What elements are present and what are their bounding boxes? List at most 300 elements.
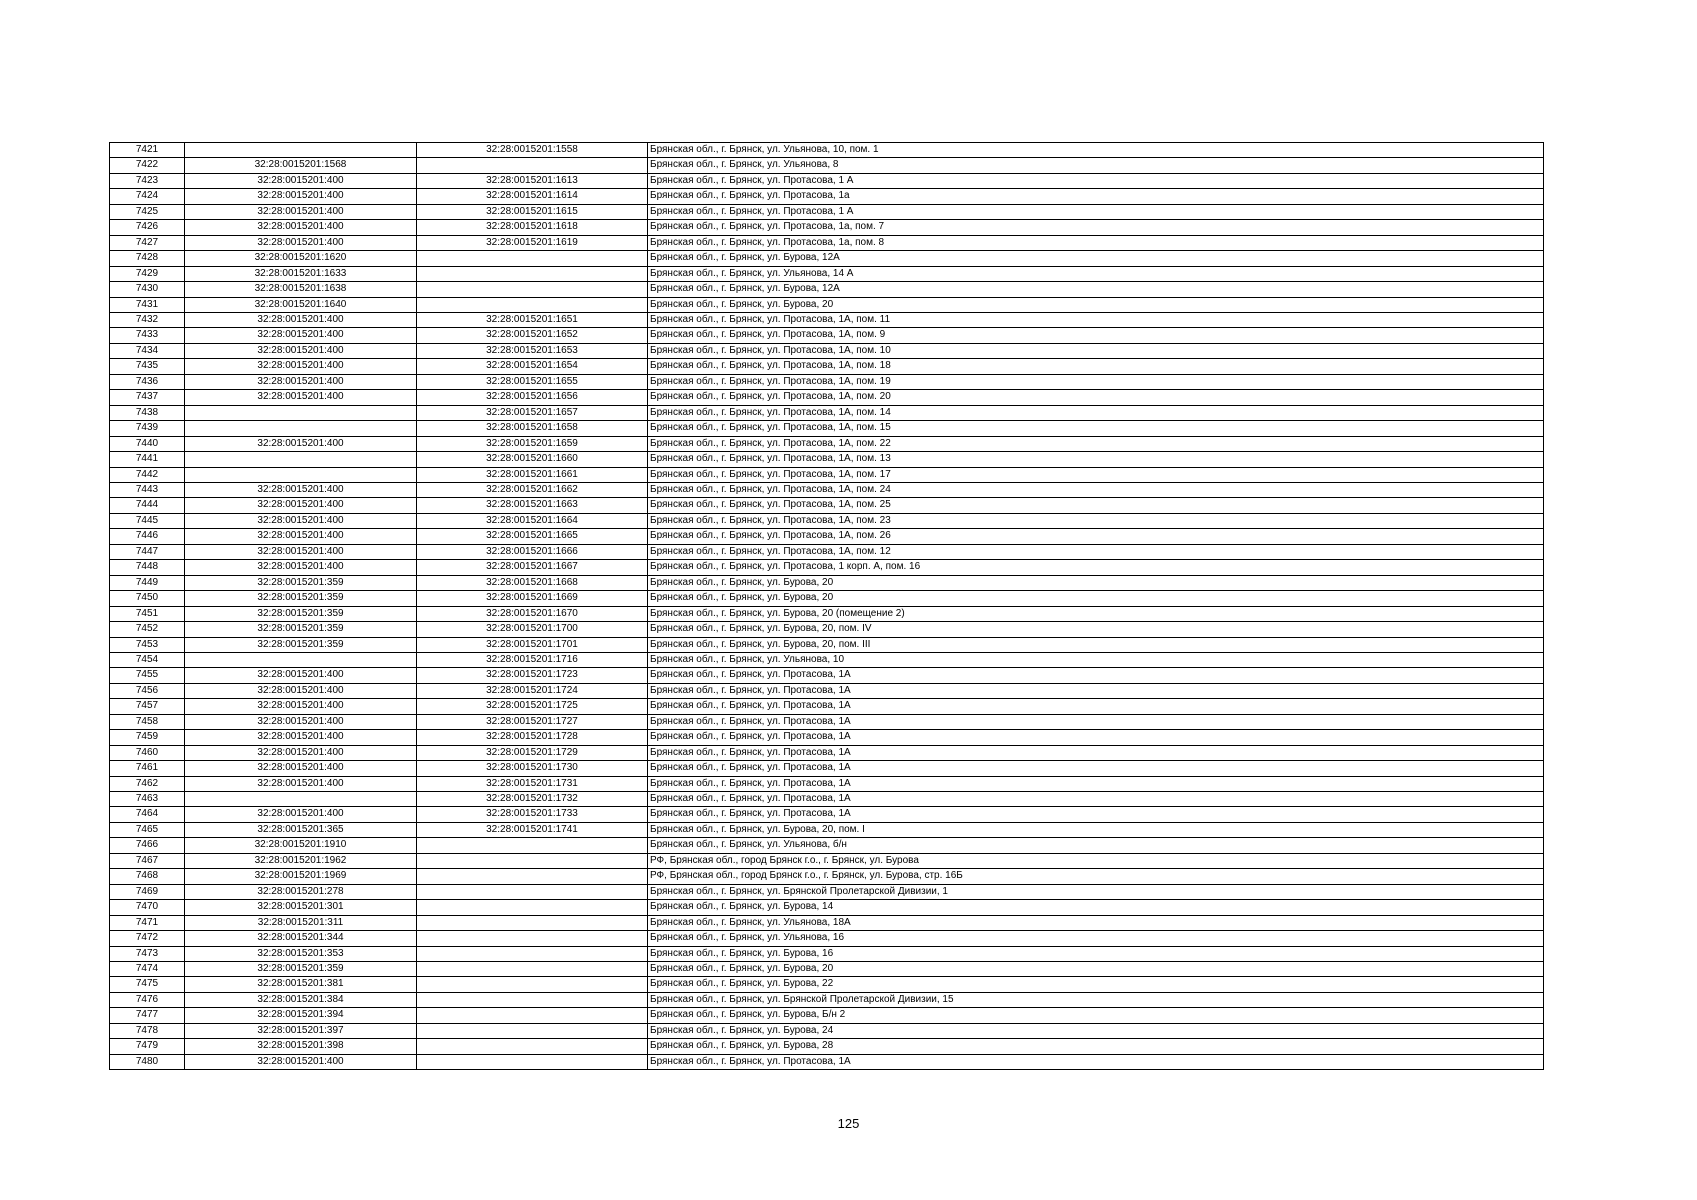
parcel-cadastral-number-cell: 32:28:0015201:278 [185, 884, 417, 899]
table-row [110, 297, 1544, 312]
row-number-cell: 7446 [110, 529, 185, 544]
object-cadastral-number-cell [417, 297, 648, 312]
table-row [110, 312, 1544, 327]
address-cell: Брянская обл., г. Брянск, ул. Протасова, 1А [648, 699, 1544, 714]
object-cadastral-number-cell [417, 251, 648, 266]
parcel-cadastral-number-cell: 32:28:0015201:400 [185, 498, 417, 513]
row-number-cell: 7456 [110, 683, 185, 698]
row-number-cell: 7473 [110, 946, 185, 961]
address-cell: Брянская обл., г. Брянск, ул. Протасова, 1А [648, 776, 1544, 791]
table-row [110, 637, 1544, 652]
object-cadastral-number-cell: 32:28:0015201:1725 [417, 699, 648, 714]
parcel-cadastral-number-cell: 32:28:0015201:400 [185, 343, 417, 358]
parcel-cadastral-number-cell: 32:28:0015201:400 [185, 312, 417, 327]
row-number-cell: 7431 [110, 297, 185, 312]
table-row [110, 606, 1544, 621]
parcel-cadastral-number-cell: 32:28:0015201:400 [185, 745, 417, 760]
object-cadastral-number-cell: 32:28:0015201:1657 [417, 405, 648, 420]
row-number-cell: 7470 [110, 900, 185, 915]
object-cadastral-number-cell: 32:28:0015201:1655 [417, 374, 648, 389]
object-cadastral-number-cell [417, 946, 648, 961]
parcel-cadastral-number-cell: 32:28:0015201:400 [185, 374, 417, 389]
table-row [110, 622, 1544, 637]
parcel-cadastral-number-cell: 32:28:0015201:365 [185, 822, 417, 837]
address-cell: Брянская обл., г. Брянск, ул. Протасова, 1А, пом. 26 [648, 529, 1544, 544]
table-row [110, 482, 1544, 497]
table-row [110, 266, 1544, 281]
page-number: 125 [837, 1116, 860, 1131]
parcel-cadastral-number-cell [185, 405, 417, 420]
row-number-cell: 7444 [110, 498, 185, 513]
parcel-cadastral-number-cell: 32:28:0015201:359 [185, 591, 417, 606]
address-cell: Брянская обл., г. Брянск, ул. Протасова, 1а, пом. 8 [648, 235, 1544, 250]
object-cadastral-number-cell: 32:28:0015201:1729 [417, 745, 648, 760]
parcel-cadastral-number-cell: 32:28:0015201:400 [185, 436, 417, 451]
address-cell: Брянская обл., г. Брянск, ул. Ульянова, 18А [648, 915, 1544, 930]
parcel-cadastral-number-cell: 32:28:0015201:359 [185, 622, 417, 637]
parcel-cadastral-number-cell: 32:28:0015201:353 [185, 946, 417, 961]
table-row [110, 730, 1544, 745]
address-cell: Брянская обл., г. Брянск, ул. Протасова, 1А, пом. 14 [648, 405, 1544, 420]
address-cell: Брянская обл., г. Брянск, ул. Протасова, 1А, пом. 22 [648, 436, 1544, 451]
object-cadastral-number-cell [417, 853, 648, 868]
object-cadastral-number-cell: 32:28:0015201:1727 [417, 714, 648, 729]
object-cadastral-number-cell: 32:28:0015201:1659 [417, 436, 648, 451]
object-cadastral-number-cell: 32:28:0015201:1667 [417, 560, 648, 575]
object-cadastral-number-cell [417, 869, 648, 884]
object-cadastral-number-cell: 32:28:0015201:1558 [417, 143, 648, 158]
table-row [110, 173, 1544, 188]
parcel-cadastral-number-cell: 32:28:0015201:344 [185, 931, 417, 946]
address-cell: Брянская обл., г. Брянск, ул. Бурова, 22 [648, 977, 1544, 992]
address-cell: Брянская обл., г. Брянск, ул. Протасова, 1А, пом. 19 [648, 374, 1544, 389]
row-number-cell: 7480 [110, 1054, 185, 1069]
row-number-cell: 7477 [110, 1008, 185, 1023]
table-row [110, 436, 1544, 451]
table-row [110, 962, 1544, 977]
parcel-cadastral-number-cell: 32:28:0015201:311 [185, 915, 417, 930]
address-cell: Брянская обл., г. Брянск, ул. Бурова, 14 [648, 900, 1544, 915]
address-cell: Брянская обл., г. Брянск, ул. Бурова, 20, пом. IV [648, 622, 1544, 637]
table-row [110, 853, 1544, 868]
address-cell: Брянская обл., г. Брянск, ул. Протасова, 1А [648, 792, 1544, 807]
parcel-cadastral-number-cell: 32:28:0015201:400 [185, 189, 417, 204]
parcel-cadastral-number-cell: 32:28:0015201:1640 [185, 297, 417, 312]
object-cadastral-number-cell: 32:28:0015201:1658 [417, 421, 648, 436]
parcel-cadastral-number-cell: 32:28:0015201:400 [185, 173, 417, 188]
object-cadastral-number-cell [417, 915, 648, 930]
address-cell: Брянская обл., г. Брянск, ул. Протасова, 1 А [648, 173, 1544, 188]
parcel-cadastral-number-cell: 32:28:0015201:400 [185, 220, 417, 235]
object-cadastral-number-cell: 32:28:0015201:1669 [417, 591, 648, 606]
parcel-cadastral-number-cell [185, 143, 417, 158]
parcel-cadastral-number-cell: 32:28:0015201:400 [185, 761, 417, 776]
address-cell: Брянская обл., г. Брянск, ул. Протасова, 1 А [648, 204, 1544, 219]
table-row [110, 513, 1544, 528]
address-cell: Брянская обл., г. Брянск, ул. Ульянова, 14 А [648, 266, 1544, 281]
object-cadastral-number-cell: 32:28:0015201:1670 [417, 606, 648, 621]
address-cell: Брянская обл., г. Брянск, ул. Брянской Пролетарской Дивизии, 15 [648, 992, 1544, 1007]
row-number-cell: 7441 [110, 452, 185, 467]
parcel-cadastral-number-cell: 32:28:0015201:400 [185, 482, 417, 497]
address-cell: Брянская обл., г. Брянск, ул. Бурова, 20 (помещение 2) [648, 606, 1544, 621]
row-number-cell: 7425 [110, 204, 185, 219]
object-cadastral-number-cell: 32:28:0015201:1656 [417, 390, 648, 405]
parcel-cadastral-number-cell: 32:28:0015201:381 [185, 977, 417, 992]
row-number-cell: 7430 [110, 282, 185, 297]
table-row [110, 498, 1544, 513]
object-cadastral-number-cell: 32:28:0015201:1652 [417, 328, 648, 343]
parcel-cadastral-number-cell: 32:28:0015201:400 [185, 328, 417, 343]
address-cell: Брянская обл., г. Брянск, ул. Бурова, 20 [648, 297, 1544, 312]
object-cadastral-number-cell: 32:28:0015201:1668 [417, 575, 648, 590]
row-number-cell: 7442 [110, 467, 185, 482]
parcel-cadastral-number-cell: 32:28:0015201:384 [185, 992, 417, 1007]
parcel-cadastral-number-cell: 32:28:0015201:400 [185, 776, 417, 791]
row-number-cell: 7472 [110, 931, 185, 946]
object-cadastral-number-cell [417, 1008, 648, 1023]
row-number-cell: 7434 [110, 343, 185, 358]
parcel-cadastral-number-cell: 32:28:0015201:398 [185, 1039, 417, 1054]
parcel-cadastral-number-cell [185, 452, 417, 467]
object-cadastral-number-cell: 32:28:0015201:1716 [417, 652, 648, 667]
row-number-cell: 7465 [110, 822, 185, 837]
row-number-cell: 7436 [110, 374, 185, 389]
row-number-cell: 7466 [110, 838, 185, 853]
table-row [110, 158, 1544, 173]
address-cell: Брянская обл., г. Брянск, ул. Протасова, 1 корп. А, пом. 16 [648, 560, 1544, 575]
parcel-cadastral-number-cell: 32:28:0015201:400 [185, 1054, 417, 1069]
row-number-cell: 7438 [110, 405, 185, 420]
row-number-cell: 7433 [110, 328, 185, 343]
row-number-cell: 7428 [110, 251, 185, 266]
row-number-cell: 7423 [110, 173, 185, 188]
row-number-cell: 7467 [110, 853, 185, 868]
object-cadastral-number-cell: 32:28:0015201:1723 [417, 668, 648, 683]
table-row [110, 544, 1544, 559]
object-cadastral-number-cell [417, 158, 648, 173]
table-row [110, 714, 1544, 729]
parcel-cadastral-number-cell: 32:28:0015201:400 [185, 668, 417, 683]
address-cell: Брянская обл., г. Брянск, ул. Протасова, 1а, пом. 7 [648, 220, 1544, 235]
object-cadastral-number-cell: 32:28:0015201:1653 [417, 343, 648, 358]
parcel-cadastral-number-cell: 32:28:0015201:1962 [185, 853, 417, 868]
address-cell: Брянская обл., г. Брянск, ул. Бурова, 12А [648, 282, 1544, 297]
row-number-cell: 7453 [110, 637, 185, 652]
row-number-cell: 7469 [110, 884, 185, 899]
table-row [110, 900, 1544, 915]
table-row [110, 745, 1544, 760]
table-row [110, 792, 1544, 807]
row-number-cell: 7457 [110, 699, 185, 714]
table-row [110, 467, 1544, 482]
object-cadastral-number-cell: 32:28:0015201:1733 [417, 807, 648, 822]
table-row [110, 1008, 1544, 1023]
address-cell: Брянская обл., г. Брянск, ул. Бурова, 20, пом. III [648, 637, 1544, 652]
parcel-cadastral-number-cell: 32:28:0015201:400 [185, 807, 417, 822]
parcel-cadastral-number-cell [185, 652, 417, 667]
parcel-cadastral-number-cell: 32:28:0015201:301 [185, 900, 417, 915]
object-cadastral-number-cell [417, 1039, 648, 1054]
parcel-cadastral-number-cell: 32:28:0015201:359 [185, 962, 417, 977]
row-number-cell: 7447 [110, 544, 185, 559]
row-number-cell: 7424 [110, 189, 185, 204]
table-row [110, 421, 1544, 436]
parcel-cadastral-number-cell: 32:28:0015201:400 [185, 683, 417, 698]
parcel-cadastral-number-cell: 32:28:0015201:400 [185, 730, 417, 745]
address-cell: Брянская обл., г. Брянск, ул. Протасова, 1А, пом. 13 [648, 452, 1544, 467]
address-cell: Брянская обл., г. Брянск, ул. Бурова, Б/н 2 [648, 1008, 1544, 1023]
row-number-cell: 7452 [110, 622, 185, 637]
object-cadastral-number-cell: 32:28:0015201:1613 [417, 173, 648, 188]
table-row [110, 560, 1544, 575]
parcel-cadastral-number-cell: 32:28:0015201:400 [185, 544, 417, 559]
parcel-cadastral-number-cell [185, 467, 417, 482]
row-number-cell: 7437 [110, 390, 185, 405]
parcel-cadastral-number-cell: 32:28:0015201:1638 [185, 282, 417, 297]
table-row [110, 1054, 1544, 1069]
table-row [110, 328, 1544, 343]
table-row [110, 822, 1544, 837]
table-row [110, 668, 1544, 683]
object-cadastral-number-cell [417, 884, 648, 899]
address-cell: Брянская обл., г. Брянск, ул. Бурова, 20 [648, 591, 1544, 606]
table-row [110, 374, 1544, 389]
object-cadastral-number-cell: 32:28:0015201:1618 [417, 220, 648, 235]
table-row [110, 915, 1544, 930]
row-number-cell: 7443 [110, 482, 185, 497]
address-cell: Брянская обл., г. Брянск, ул. Ульянова, 8 [648, 158, 1544, 173]
address-cell: Брянская обл., г. Брянск, ул. Протасова, 1а [648, 189, 1544, 204]
object-cadastral-number-cell: 32:28:0015201:1615 [417, 204, 648, 219]
address-cell: Брянская обл., г. Брянск, ул. Протасова, 1А [648, 730, 1544, 745]
row-number-cell: 7427 [110, 235, 185, 250]
row-number-cell: 7479 [110, 1039, 185, 1054]
row-number-cell: 7429 [110, 266, 185, 281]
parcel-cadastral-number-cell: 32:28:0015201:1568 [185, 158, 417, 173]
object-cadastral-number-cell [417, 282, 648, 297]
object-cadastral-number-cell: 32:28:0015201:1666 [417, 544, 648, 559]
row-number-cell: 7435 [110, 359, 185, 374]
object-cadastral-number-cell [417, 992, 648, 1007]
row-number-cell: 7421 [110, 143, 185, 158]
table-row [110, 652, 1544, 667]
object-cadastral-number-cell: 32:28:0015201:1662 [417, 482, 648, 497]
address-cell: Брянская обл., г. Брянск, ул. Протасова, 1А [648, 1054, 1544, 1069]
row-number-cell: 7445 [110, 513, 185, 528]
parcel-cadastral-number-cell: 32:28:0015201:1620 [185, 251, 417, 266]
address-cell: Брянская обл., г. Брянск, ул. Протасова, 1А, пом. 20 [648, 390, 1544, 405]
row-number-cell: 7449 [110, 575, 185, 590]
address-cell: Брянская обл., г. Брянск, ул. Протасова, 1А [648, 714, 1544, 729]
address-cell: Брянская обл., г. Брянск, ул. Протасова, 1А [648, 683, 1544, 698]
address-cell: Брянская обл., г. Брянск, ул. Протасова, 1А, пом. 15 [648, 421, 1544, 436]
row-number-cell: 7448 [110, 560, 185, 575]
address-cell: Брянская обл., г. Брянск, ул. Бурова, 20, пом. I [648, 822, 1544, 837]
row-number-cell: 7451 [110, 606, 185, 621]
object-cadastral-number-cell: 32:28:0015201:1619 [417, 235, 648, 250]
table-row [110, 838, 1544, 853]
parcel-cadastral-number-cell: 32:28:0015201:400 [185, 513, 417, 528]
address-cell: Брянская обл., г. Брянск, ул. Бурова, 16 [648, 946, 1544, 961]
table-row [110, 204, 1544, 219]
address-cell: Брянская обл., г. Брянск, ул. Бурова, 20 [648, 962, 1544, 977]
object-cadastral-number-cell: 32:28:0015201:1700 [417, 622, 648, 637]
table-row [110, 977, 1544, 992]
table-row [110, 189, 1544, 204]
parcel-cadastral-number-cell: 32:28:0015201:359 [185, 606, 417, 621]
row-number-cell: 7463 [110, 792, 185, 807]
row-number-cell: 7468 [110, 869, 185, 884]
row-number-cell: 7462 [110, 776, 185, 791]
object-cadastral-number-cell: 32:28:0015201:1724 [417, 683, 648, 698]
object-cadastral-number-cell: 32:28:0015201:1741 [417, 822, 648, 837]
parcel-cadastral-number-cell: 32:28:0015201:400 [185, 529, 417, 544]
address-cell: Брянская обл., г. Брянск, ул. Протасова, 1А, пом. 11 [648, 312, 1544, 327]
registry-table [109, 142, 1544, 1070]
object-cadastral-number-cell [417, 266, 648, 281]
parcel-cadastral-number-cell: 32:28:0015201:1633 [185, 266, 417, 281]
address-cell: Брянская обл., г. Брянск, ул. Протасова, 1А [648, 807, 1544, 822]
parcel-cadastral-number-cell: 32:28:0015201:400 [185, 204, 417, 219]
row-number-cell: 7461 [110, 761, 185, 776]
address-cell: Брянская обл., г. Брянск, ул. Протасова, 1А, пом. 9 [648, 328, 1544, 343]
row-number-cell: 7432 [110, 312, 185, 327]
table-row [110, 251, 1544, 266]
address-cell: РФ, Брянская обл., город Брянск г.о., г. Брянск, ул. Бурова, стр. 16Б [648, 869, 1544, 884]
table-row [110, 143, 1544, 158]
table-row [110, 992, 1544, 1007]
object-cadastral-number-cell [417, 931, 648, 946]
table-row [110, 807, 1544, 822]
table-row [110, 235, 1544, 250]
parcel-cadastral-number-cell: 32:28:0015201:400 [185, 235, 417, 250]
table-row [110, 699, 1544, 714]
parcel-cadastral-number-cell: 32:28:0015201:359 [185, 637, 417, 652]
address-cell: Брянская обл., г. Брянск, ул. Протасова, 1А, пом. 24 [648, 482, 1544, 497]
table-row [110, 575, 1544, 590]
table-row [110, 931, 1544, 946]
address-cell: Брянская обл., г. Брянск, ул. Бурова, 28 [648, 1039, 1544, 1054]
row-number-cell: 7460 [110, 745, 185, 760]
table-row [110, 529, 1544, 544]
row-number-cell: 7475 [110, 977, 185, 992]
row-number-cell: 7454 [110, 652, 185, 667]
row-number-cell: 7440 [110, 436, 185, 451]
row-number-cell: 7450 [110, 591, 185, 606]
table-row [110, 343, 1544, 358]
parcel-cadastral-number-cell: 32:28:0015201:397 [185, 1023, 417, 1038]
row-number-cell: 7426 [110, 220, 185, 235]
object-cadastral-number-cell: 32:28:0015201:1701 [417, 637, 648, 652]
address-cell: Брянская обл., г. Брянск, ул. Ульянова, 10, пом. 1 [648, 143, 1544, 158]
parcel-cadastral-number-cell [185, 421, 417, 436]
object-cadastral-number-cell [417, 1054, 648, 1069]
object-cadastral-number-cell: 32:28:0015201:1728 [417, 730, 648, 745]
object-cadastral-number-cell: 32:28:0015201:1731 [417, 776, 648, 791]
address-cell: Брянская обл., г. Брянск, ул. Протасова, 1А [648, 745, 1544, 760]
parcel-cadastral-number-cell: 32:28:0015201:359 [185, 575, 417, 590]
address-cell: Брянская обл., г. Брянск, ул. Протасова, 1А, пом. 12 [648, 544, 1544, 559]
row-number-cell: 7422 [110, 158, 185, 173]
parcel-cadastral-number-cell: 32:28:0015201:400 [185, 390, 417, 405]
table-row [110, 220, 1544, 235]
address-cell: Брянская обл., г. Брянск, ул. Ульянова, 16 [648, 931, 1544, 946]
object-cadastral-number-cell: 32:28:0015201:1661 [417, 467, 648, 482]
table-row [110, 946, 1544, 961]
object-cadastral-number-cell: 32:28:0015201:1654 [417, 359, 648, 374]
object-cadastral-number-cell [417, 900, 648, 915]
address-cell: Брянская обл., г. Брянск, ул. Протасова, 1А, пом. 10 [648, 343, 1544, 358]
parcel-cadastral-number-cell: 32:28:0015201:394 [185, 1008, 417, 1023]
table-row [110, 1039, 1544, 1054]
row-number-cell: 7439 [110, 421, 185, 436]
address-cell: Брянская обл., г. Брянск, ул. Брянской Пролетарской Дивизии, 1 [648, 884, 1544, 899]
address-cell: Брянская обл., г. Брянск, ул. Бурова, 12А [648, 251, 1544, 266]
row-number-cell: 7459 [110, 730, 185, 745]
parcel-cadastral-number-cell: 32:28:0015201:400 [185, 714, 417, 729]
row-number-cell: 7471 [110, 915, 185, 930]
table-body [110, 143, 1544, 1070]
address-cell: РФ, Брянская обл., город Брянск г.о., г. Брянск, ул. Бурова [648, 853, 1544, 868]
row-number-cell: 7464 [110, 807, 185, 822]
object-cadastral-number-cell [417, 838, 648, 853]
table-row [110, 776, 1544, 791]
address-cell: Брянская обл., г. Брянск, ул. Протасова, 1А [648, 668, 1544, 683]
table-row [110, 359, 1544, 374]
parcel-cadastral-number-cell: 32:28:0015201:1969 [185, 869, 417, 884]
address-cell: Брянская обл., г. Брянск, ул. Протасова, 1А [648, 761, 1544, 776]
object-cadastral-number-cell: 32:28:0015201:1732 [417, 792, 648, 807]
parcel-cadastral-number-cell: 32:28:0015201:400 [185, 359, 417, 374]
table-row [110, 1023, 1544, 1038]
object-cadastral-number-cell [417, 962, 648, 977]
address-cell: Брянская обл., г. Брянск, ул. Бурова, 24 [648, 1023, 1544, 1038]
row-number-cell: 7478 [110, 1023, 185, 1038]
address-cell: Брянская обл., г. Брянск, ул. Бурова, 20 [648, 575, 1544, 590]
row-number-cell: 7474 [110, 962, 185, 977]
address-cell: Брянская обл., г. Брянск, ул. Протасова, 1А, пом. 25 [648, 498, 1544, 513]
table-row [110, 591, 1544, 606]
address-cell: Брянская обл., г. Брянск, ул. Протасова, 1А, пом. 18 [648, 359, 1544, 374]
table-row [110, 452, 1544, 467]
address-cell: Брянская обл., г. Брянск, ул. Ульянова, 10 [648, 652, 1544, 667]
object-cadastral-number-cell: 32:28:0015201:1651 [417, 312, 648, 327]
table-row [110, 761, 1544, 776]
object-cadastral-number-cell: 32:28:0015201:1730 [417, 761, 648, 776]
table-row [110, 683, 1544, 698]
object-cadastral-number-cell: 32:28:0015201:1665 [417, 529, 648, 544]
object-cadastral-number-cell: 32:28:0015201:1614 [417, 189, 648, 204]
table-row [110, 405, 1544, 420]
object-cadastral-number-cell [417, 1023, 648, 1038]
table-row [110, 390, 1544, 405]
parcel-cadastral-number-cell: 32:28:0015201:1910 [185, 838, 417, 853]
parcel-cadastral-number-cell: 32:28:0015201:400 [185, 699, 417, 714]
row-number-cell: 7476 [110, 992, 185, 1007]
address-cell: Брянская обл., г. Брянск, ул. Ульянова, б/н [648, 838, 1544, 853]
table-row [110, 869, 1544, 884]
address-cell: Брянская обл., г. Брянск, ул. Протасова, 1А, пом. 23 [648, 513, 1544, 528]
table-row [110, 884, 1544, 899]
address-cell: Брянская обл., г. Брянск, ул. Протасова, 1А, пом. 17 [648, 467, 1544, 482]
row-number-cell: 7458 [110, 714, 185, 729]
parcel-cadastral-number-cell: 32:28:0015201:400 [185, 560, 417, 575]
object-cadastral-number-cell: 32:28:0015201:1660 [417, 452, 648, 467]
object-cadastral-number-cell: 32:28:0015201:1663 [417, 498, 648, 513]
row-number-cell: 7455 [110, 668, 185, 683]
object-cadastral-number-cell: 32:28:0015201:1664 [417, 513, 648, 528]
